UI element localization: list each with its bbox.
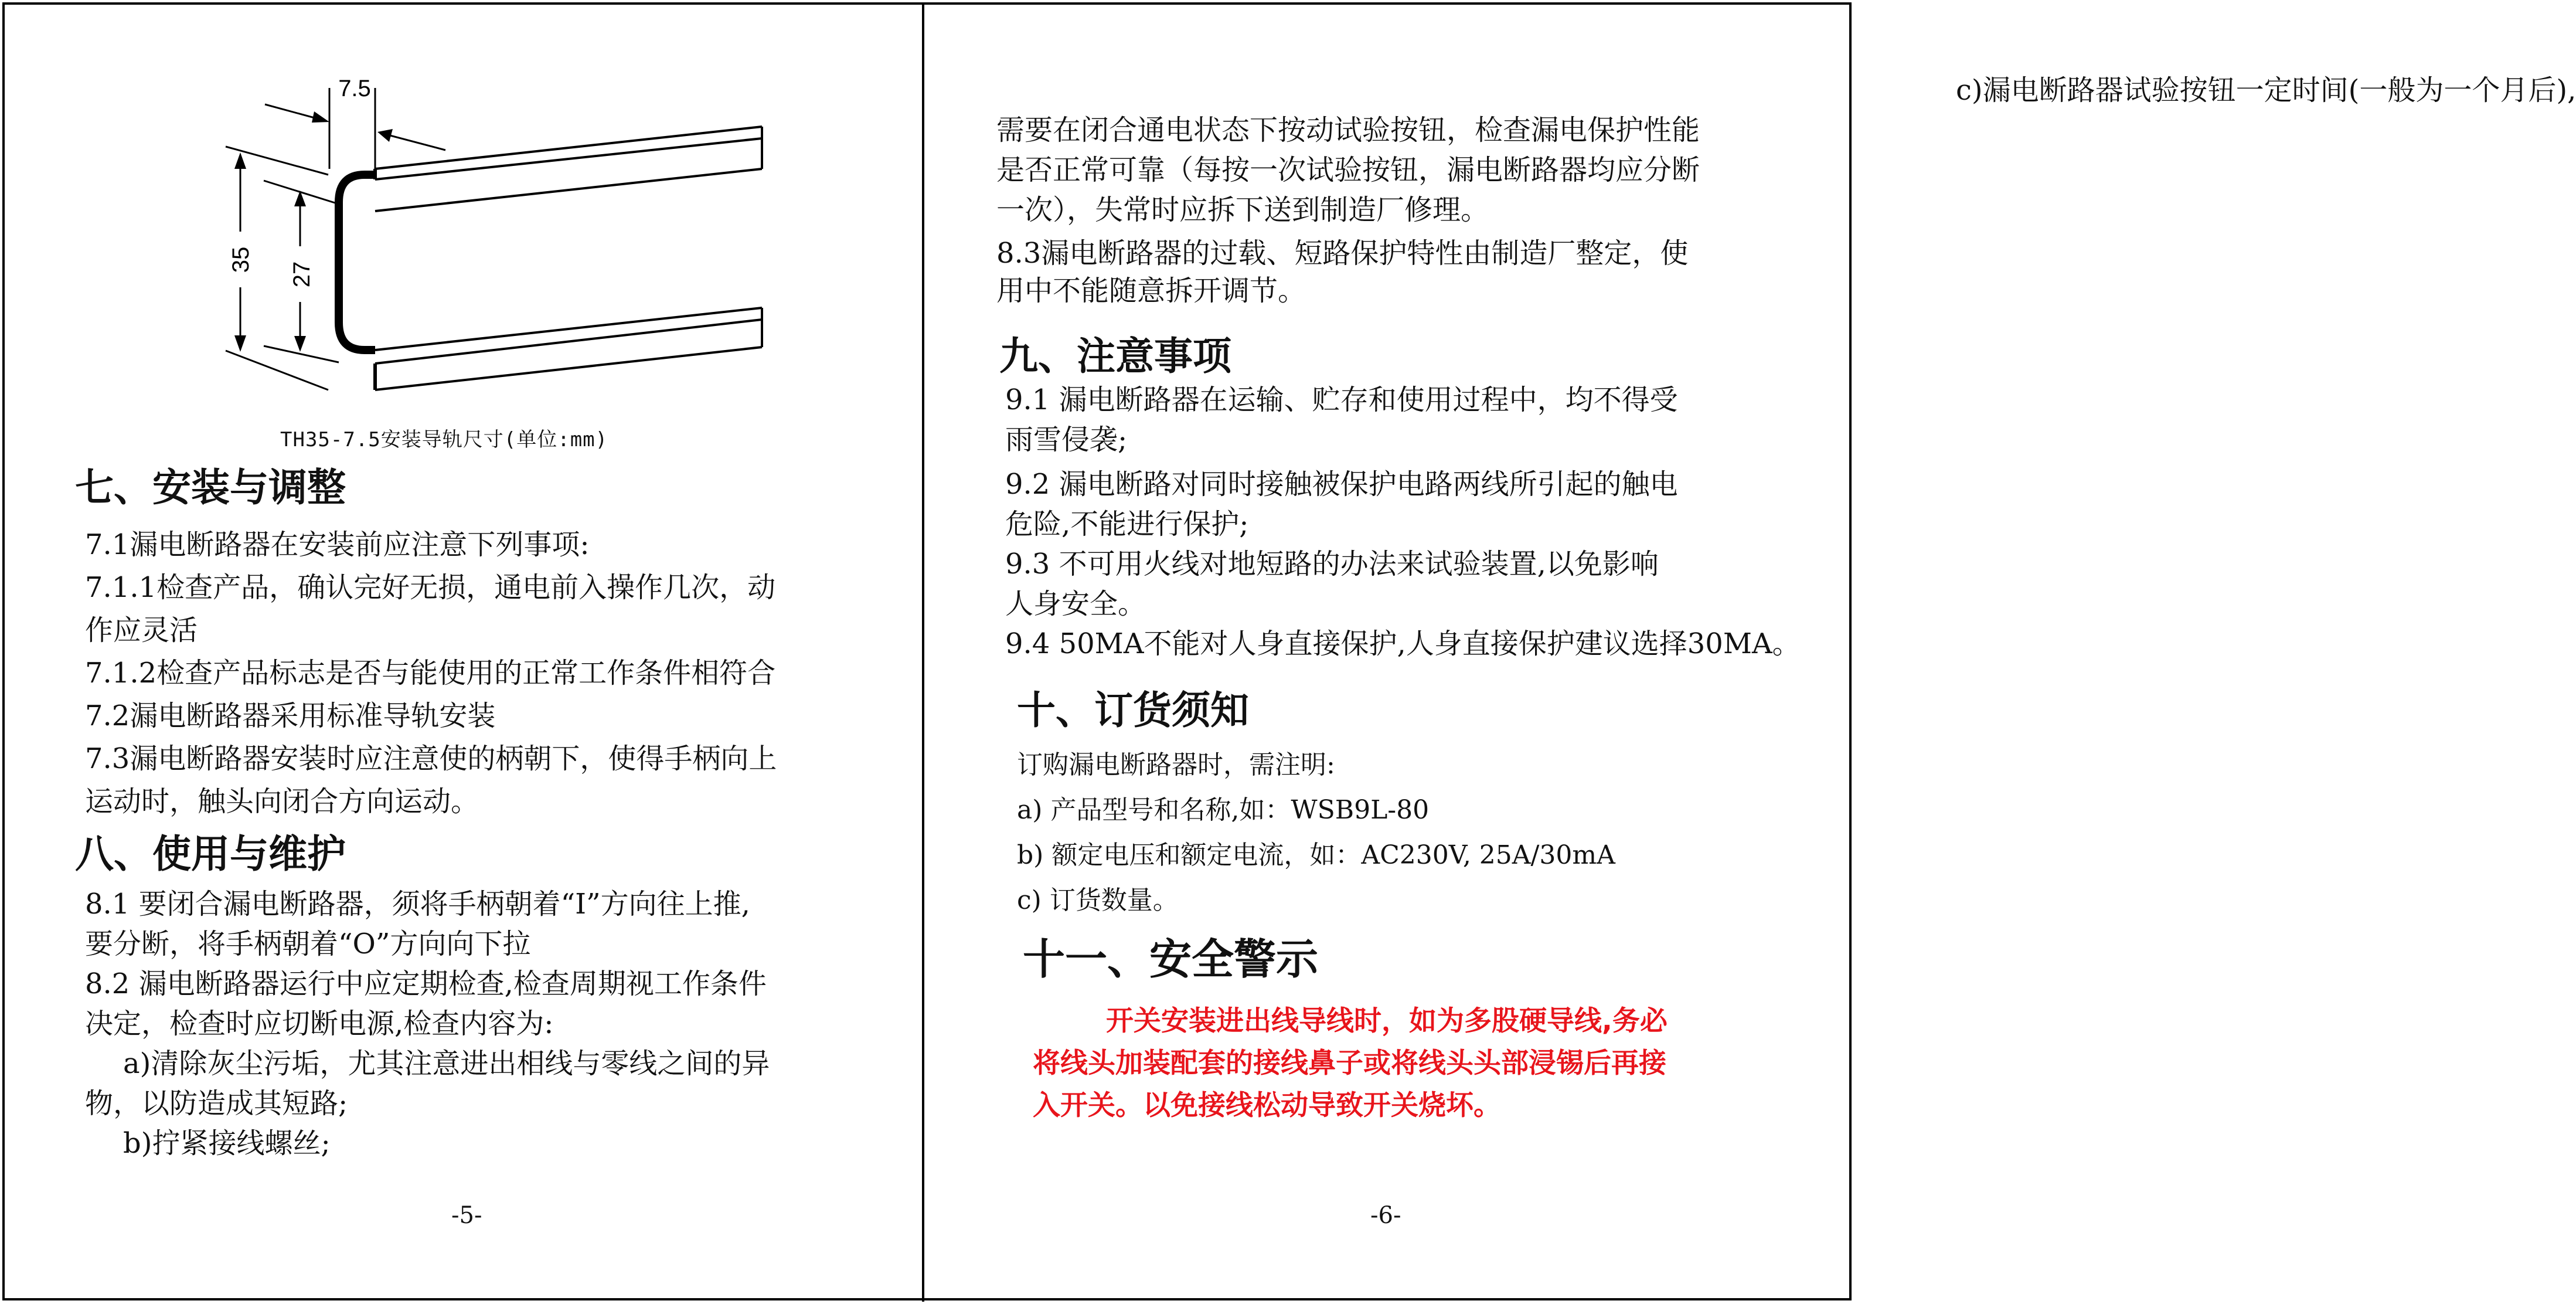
section-7-line: 运动时，触头向闭合方向运动。 [85,785,479,818]
dim-label-35: 35 [228,246,254,273]
maintenance-cont-line: 用中不能随意拆开调节。 [996,274,1306,307]
section-7-line: 7.1.1检查产品，确认完好无损，通电前入操作几次，动 [85,571,776,604]
section-10-line: b) 额定电压和额定电流，如：AC230V, 25A/30mA [1017,840,1615,870]
section-10-heading: 十、订货须知 [1017,688,1249,733]
section-9-line: 9.2 漏电断路对同时接触被保护电路两线所引起的触电 [1005,468,1678,501]
dim-label-27: 27 [289,261,315,288]
maintenance-cont-line: 是否正常可靠（每按一次试验按钮，漏电断路器均应分断 [996,154,1700,186]
section-9-line: 雨雪侵袭; [1005,423,1128,456]
dim-label-7-5: 7.5 [338,76,371,101]
section-7-line: 7.1.2检查产品标志是否与能使用的正常工作条件相符合 [85,657,776,690]
section-8-line: 8.2 漏电断路器运行中应定期检查,检查周期视工作条件 [85,967,767,1000]
warning-line: 入开关。以免接线松动导致开关烧坏。 [1033,1089,1501,1122]
section-7-line: 作应灵活 [85,614,198,647]
maintenance-cont-line: c)漏电断路器试验按钮一定时间(一般为一个月后), [1956,74,2576,107]
section-7-heading: 七、安装与调整 [75,465,346,510]
section-9-line: 危险,不能进行保护; [1005,508,1249,541]
section-8-line: b)拧紧接线螺丝; [123,1127,331,1160]
section-11-heading: 十一、安全警示 [1023,935,1319,984]
page-number-left: -5- [451,1202,482,1229]
section-10-line: c) 订货数量。 [1017,885,1179,915]
warning-line: 开关安装进出线导线时，如为多股硬导线,务必 [1106,1005,1668,1037]
warning-line: 将线头加装配套的接线鼻子或将线头头部浸锡后再接 [1033,1047,1666,1079]
section-8-heading: 八、使用与维护 [75,831,346,877]
section-8-line: a)清除灰尘污垢，尤其注意进出相线与零线之间的异 [123,1047,770,1080]
maintenance-cont-line: 需要在闭合通电状态下按动试验按钮，检查漏电保护性能 [996,114,1700,147]
section-8-line: 8.1 要闭合漏电断路器，须将手柄朝着“I”方向往上推, [85,888,750,921]
section-9-heading: 九、注意事项 [999,334,1231,379]
section-8-line: 物，以防造成其短路; [85,1087,348,1120]
din-rail-diagram [211,70,774,434]
page-left [0,0,922,1304]
section-7-line: 7.3漏电断路器安装时应注意使的柄朝下，使得手柄向上 [85,742,777,775]
safety-warning [1033,1000,1668,1127]
section-10-line: a) 产品型号和名称,如：WSB9L-80 [1017,795,1430,825]
maintenance-cont-line: 一次），失常时应拆下送到制造厂修理。 [996,193,1489,226]
figure-caption: TH35-7.5安装导轨尺寸(单位:mm) [280,428,608,451]
page-number-right: -6- [1370,1202,1401,1229]
section-9-line: 9.3 不可用火线对地短路的办法来试验装置,以免影响 [1005,548,1659,580]
section-9-line: 9.4 50MA不能对人身直接保护,人身直接保护建议选择30MA。 [1005,627,1801,660]
section-7-line: 7.2漏电断路器采用标准导轨安装 [85,699,496,732]
maintenance-cont-line: 8.3漏电断路器的过载、短路保护特性由制造厂整定，使 [996,237,1689,270]
section-8-line: 决定，检查时应切断电源,检查内容为: [85,1007,554,1040]
section-7-line: 7.1漏电断路器在安装前应注意下列事项: [85,528,590,561]
section-9-line: 9.1 漏电断路器在运输、贮存和使用过程中，均不得受 [1005,383,1678,416]
section-10-line: 订购漏电断路器时，需注明: [1017,750,1335,780]
section-9-line: 人身安全。 [1005,588,1146,620]
rail-profile [339,175,375,350]
section-8-line: 要分断，将手柄朝着“O”方向向下拉 [85,928,531,960]
